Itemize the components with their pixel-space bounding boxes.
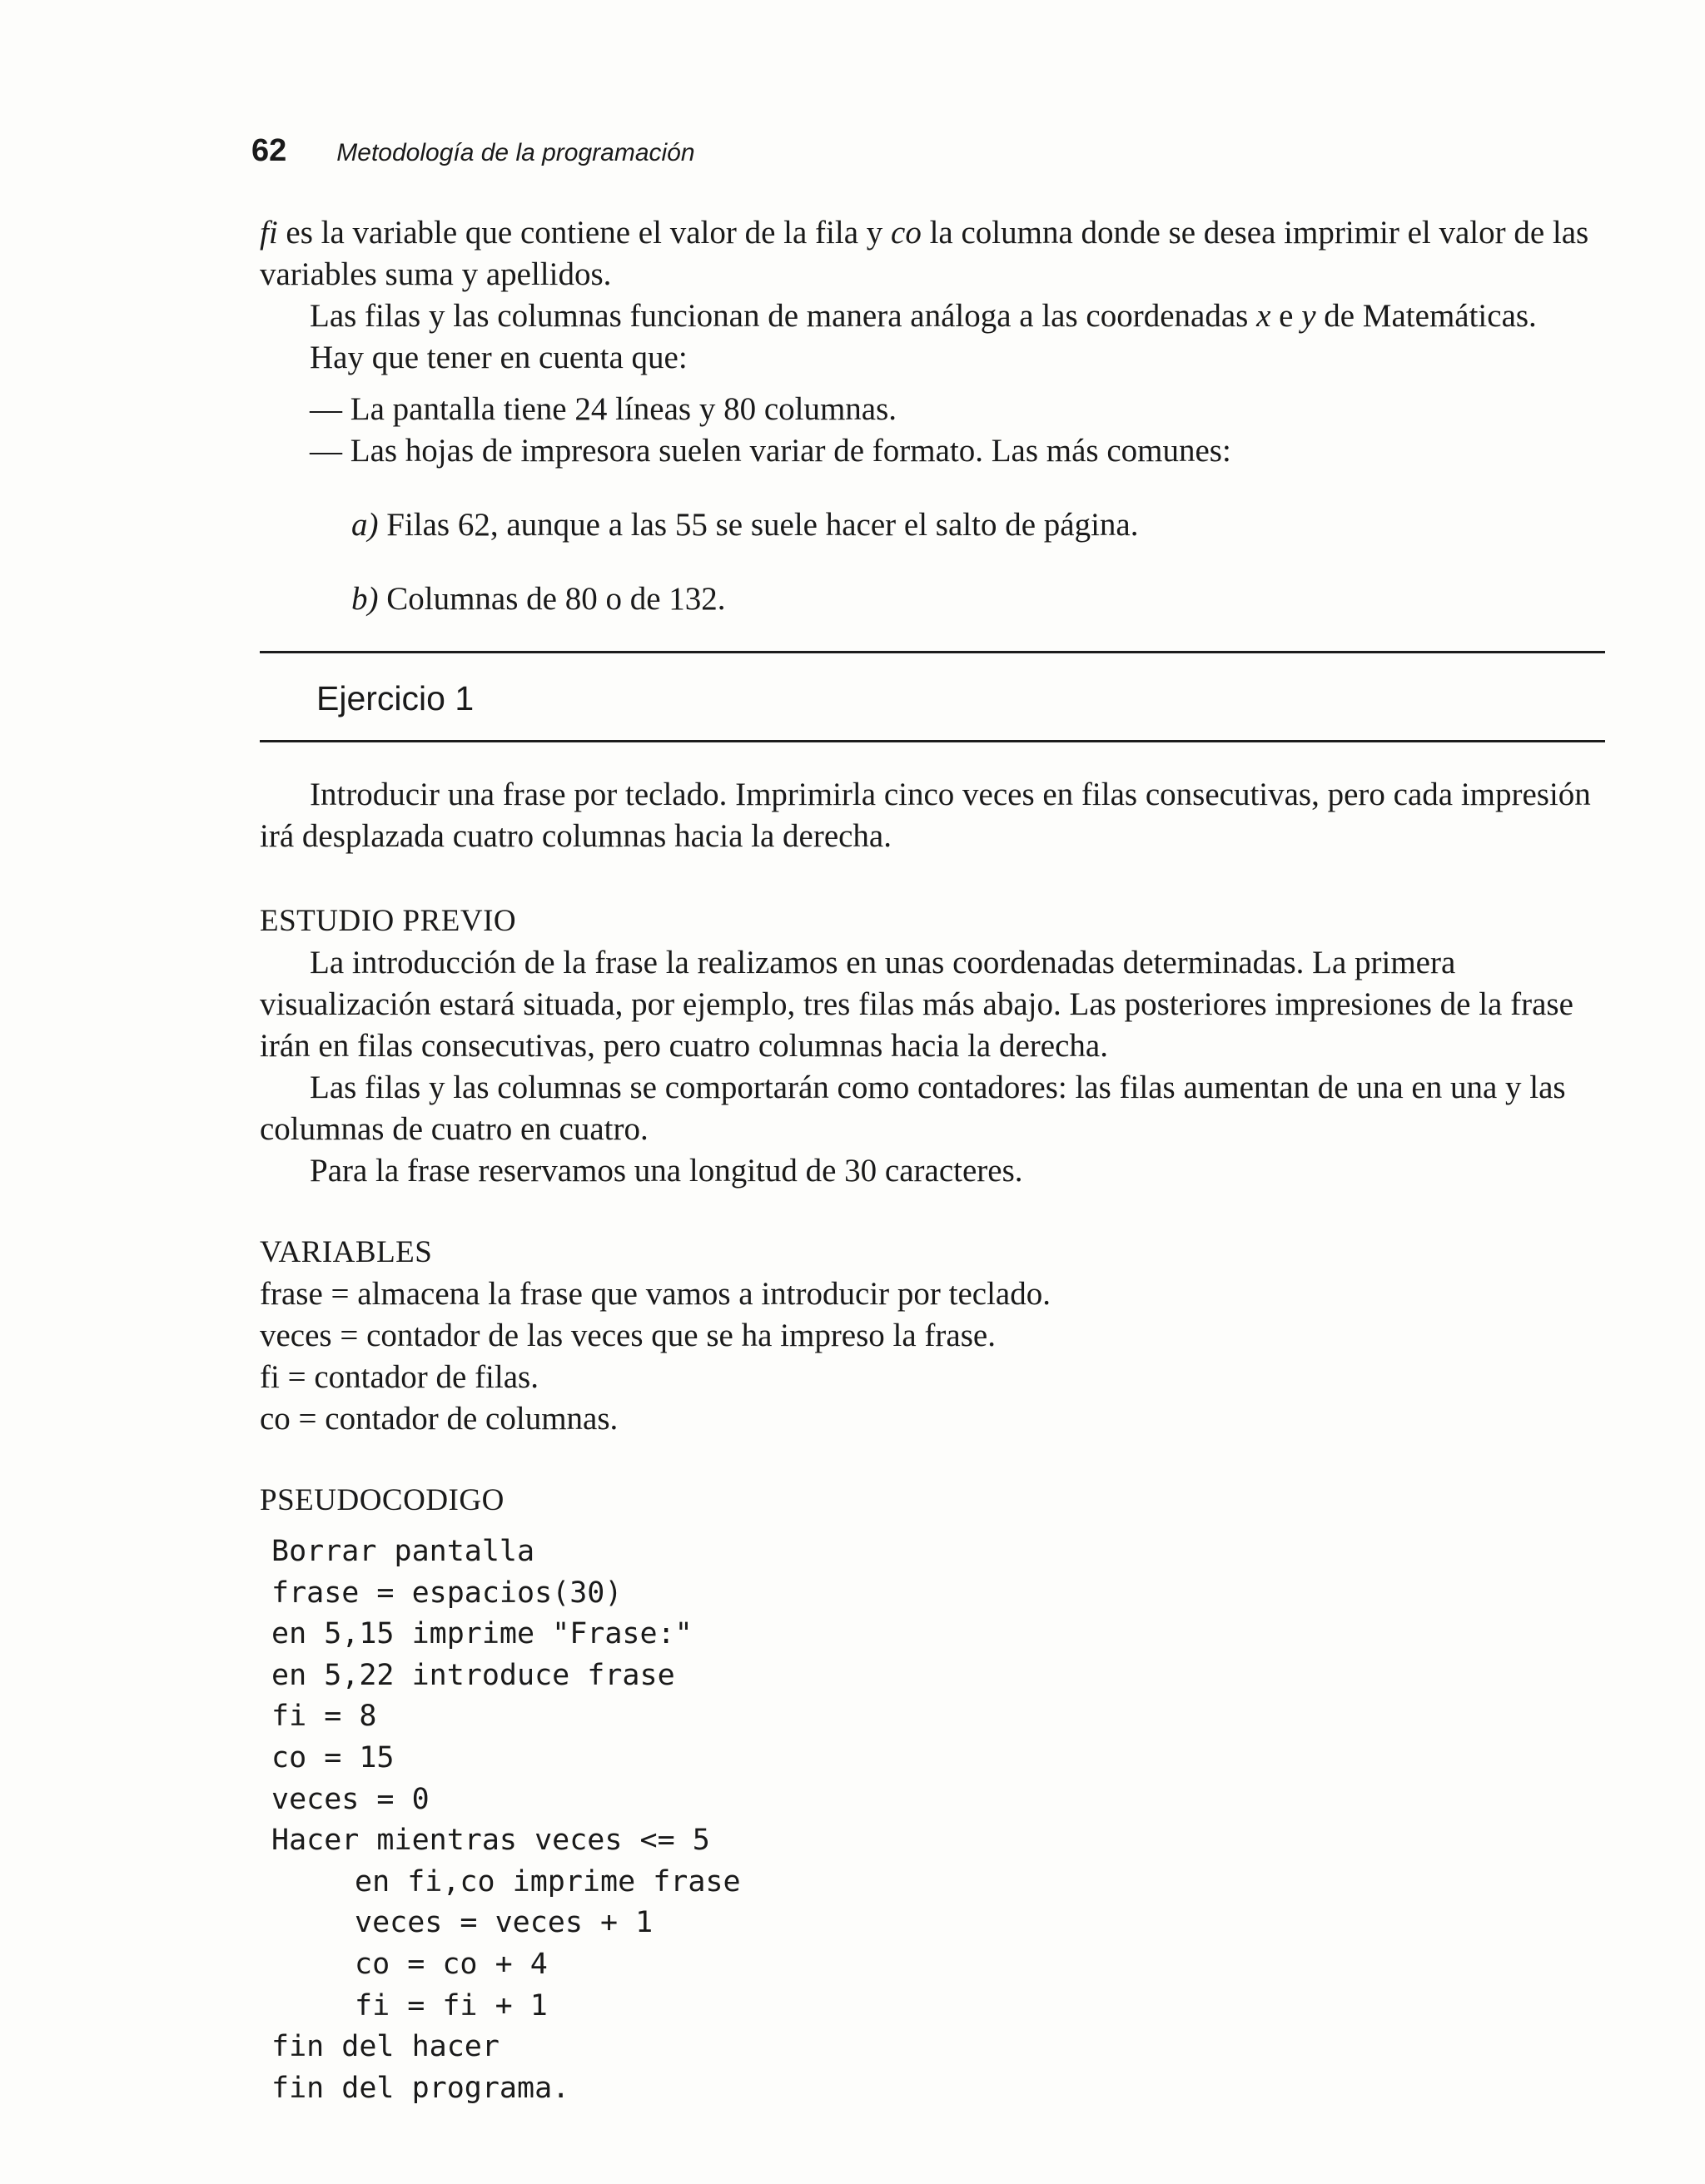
variable-frase: frase = almacena la frase que vamos a introducir por teclado. <box>260 1276 1051 1312</box>
variable-co: co = contador de columnas. <box>260 1401 619 1437</box>
code-line: en fi,co imprime frase <box>355 1864 741 1899</box>
x-term: x <box>1256 298 1271 334</box>
code-line: en 5,22 introduce frase <box>271 1658 675 1692</box>
exercise-bottom-rule <box>260 740 1605 742</box>
running-title: Metodología de la programación <box>336 139 695 166</box>
dash-item-screen: — La pantalla tiene 24 líneas y 80 columnas. <box>310 391 897 427</box>
code-line: Borrar pantalla <box>271 1535 535 1568</box>
page-number: 62 <box>251 133 287 168</box>
code-line: veces = veces + 1 <box>355 1906 654 1940</box>
sub-item-a <box>351 504 1608 546</box>
printer-format-list <box>260 504 1608 620</box>
intro-paragraph-1 <box>260 212 1608 295</box>
pseudocodigo-heading: PSEUDOCODIGO <box>260 1483 505 1517</box>
estudio-previo-paragraph-1: La introducción de la frase la realizamos en unas coordenadas determinadas. La primera visualización estará situada, por ejemplo, tres filas más abajo. Las posteriores impresiones de la frase irán en filas consecutivas, pero cuatro columnas hacia la derecha. <box>260 945 1573 1064</box>
exercise-statement: Introducir una frase por teclado. Imprimirla cinco veces en filas consecutivas, pero cada impresión irá desplazada cuatro columnas hacia la derecha. <box>260 777 1591 854</box>
code-line: fin del programa. <box>271 2071 570 2105</box>
intro-paragraph-2 <box>260 295 1608 337</box>
estudio-previo-paragraph-2: Las filas y las columnas se comportarán como contadores: las filas aumentan de una en una y las columnas de cuatro en cuatro. <box>260 1070 1566 1147</box>
estudio-previo-paragraph-3: Para la frase reservamos una longitud de 30 caracteres. <box>310 1153 1023 1189</box>
code-line: fi = fi + 1 <box>355 1988 548 2023</box>
code-line: fi = 8 <box>271 1700 377 1734</box>
code-line: Hacer mientras veces <= 5 <box>271 1824 710 1858</box>
co-term: co <box>891 215 922 251</box>
intro-p1-mid: es la variable que contiene el valor de la fila y <box>277 215 892 251</box>
dash-list <box>260 389 1608 472</box>
pseudocodigo-section <box>260 1480 1608 1521</box>
sub-item-a-letter: a) <box>351 507 379 543</box>
intro-p2-a: Las filas y las columnas funcionan de manera análoga a las coordenadas <box>310 298 1257 334</box>
exercise-top-rule <box>260 651 1605 653</box>
code-line: veces = 0 <box>271 1782 430 1816</box>
variables-heading: VARIABLES <box>260 1235 433 1269</box>
intro-section <box>260 212 1608 653</box>
estudio-previo-heading: ESTUDIO PREVIO <box>260 904 517 938</box>
code-line: frase = espacios(30) <box>271 1576 623 1610</box>
estudio-previo-section <box>260 901 1608 1192</box>
sub-item-b-text: Columnas de 80 o de 132. <box>378 581 726 617</box>
dash-item-printer: — Las hojas de impresora suelen variar de formato. Las más comunes: <box>310 433 1231 469</box>
variable-veces: veces = contador de las veces que se ha impreso la frase. <box>260 1318 996 1353</box>
code-line: co = 15 <box>271 1740 395 1774</box>
page-header <box>251 133 695 169</box>
intro-p2-b: de Matemáticas. <box>1315 298 1537 334</box>
fi-term: fi <box>260 215 278 251</box>
code-line: fin del hacer <box>271 2030 500 2064</box>
intro-paragraph-3: Hay que tener en cuenta que: <box>310 340 688 375</box>
intro-p2-e: e <box>1270 298 1302 334</box>
intro-p1-rest: la columna donde se desea imprimir el valor de las variables suma y apellidos. <box>260 215 1589 292</box>
pseudocode-block <box>271 1531 741 2109</box>
sub-item-b-letter: b) <box>351 581 379 617</box>
variable-fi: fi = contador de filas. <box>260 1359 539 1395</box>
variables-section <box>260 1232 1608 1440</box>
exercise-title: Ejercicio 1 <box>316 679 475 717</box>
exercise-statement-block <box>260 774 1608 857</box>
sub-item-b <box>351 578 1608 620</box>
code-line: en 5,15 imprime "Frase:" <box>271 1617 693 1651</box>
code-line: co = co + 4 <box>355 1947 548 1981</box>
y-term: y <box>1301 298 1316 334</box>
sub-item-a-text: Filas 62, aunque a las 55 se suele hacer el salto de página. <box>378 507 1139 543</box>
